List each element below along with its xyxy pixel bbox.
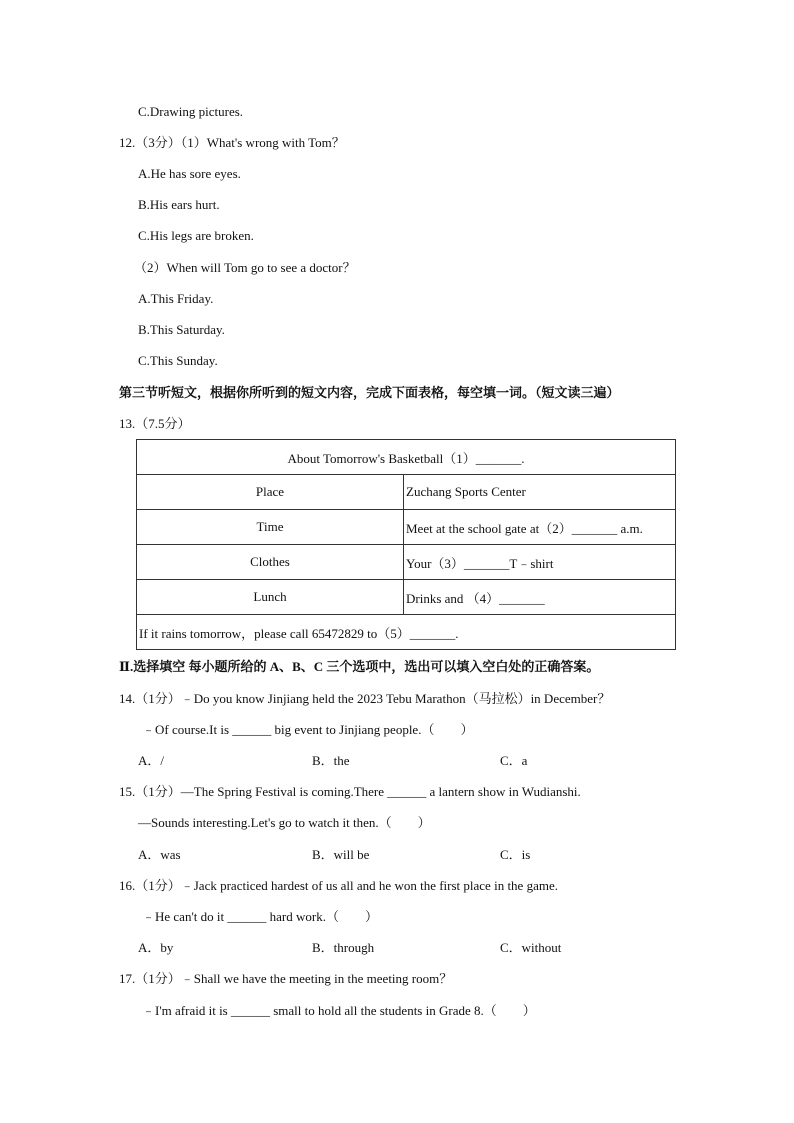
q12-stem: 12.（3分）（1）What's wrong with Tom？: [119, 135, 345, 150]
table-footer: If it rains tomorrow，please call 65472829 to（5）_______.: [137, 615, 676, 650]
table-row: [137, 510, 676, 545]
q14-stem: 14.（1分）﹣Do you know Jinjiang held the 2023 Tebu Marathon（马拉松）in December？: [119, 691, 611, 706]
q16-option-b: B．through: [312, 940, 375, 955]
q14-option-c: C．a: [500, 753, 528, 768]
q14-option-a: A．/: [138, 753, 165, 768]
row-label-clothes: Clothes: [137, 545, 404, 580]
row-value-lunch: Drinks and （4）_______: [404, 580, 676, 615]
q15-reply: —Sounds interesting.Let's go to watch it then.（ ）: [138, 815, 431, 830]
basketball-info-table: [136, 439, 676, 650]
q12-option-b: B.His ears hurt.: [138, 197, 220, 212]
row-label-lunch: Lunch: [137, 580, 404, 615]
table-header: About Tomorrow's Basketball（1）_______.: [137, 440, 676, 475]
q12-sub2-option-c: C.This Sunday.: [138, 353, 218, 368]
q11-option-c: C.Drawing pictures.: [138, 104, 244, 119]
row-label-place: Place: [137, 475, 404, 510]
q15-stem: 15.（1分）—The Spring Festival is coming.There ______ a lantern show in Wudianshi.: [119, 784, 581, 799]
table-row: [137, 580, 676, 615]
q14-reply: ﹣Of course.It is ______ big event to Jinjiang people.（ ）: [142, 722, 474, 737]
row-value-time: Meet at the school gate at（2）_______ a.m.: [404, 510, 676, 545]
q15-option-b: B．will be: [312, 847, 370, 862]
q16-option-a: A．by: [138, 940, 174, 955]
row-value-clothes: Your（3）_______T﹣shirt: [404, 545, 676, 580]
section3-instruction: 第三节听短文，根据你所听到的短文内容，完成下面表格，每空填一词。（短文读三遍）: [119, 385, 620, 400]
q12-sub2-option-b: B.This Saturday.: [138, 322, 225, 337]
section2-instruction: Ⅱ.选择填空 每小题所给的 A、B、C 三个选项中，选出可以填入空白处的正确答案。: [119, 659, 600, 674]
q13-stem: 13.（7.5分）: [119, 416, 191, 431]
q15-option-a: A．was: [138, 847, 181, 862]
q14-option-b: B．the: [312, 753, 350, 768]
q12-sub2-option-a: A.This Friday.: [138, 291, 214, 306]
q12-sub2-stem: （2）When will Tom go to see a doctor？: [134, 260, 356, 275]
q16-option-c: C．without: [500, 940, 562, 955]
q16-stem: 16.（1分）﹣Jack practiced hardest of us all and he won the first place in the game.: [119, 878, 558, 893]
q15-option-c: C．is: [500, 847, 531, 862]
row-value-place: Zuchang Sports Center: [404, 475, 676, 510]
q17-reply: ﹣I'm afraid it is ______ small to hold all the students in Grade 8.（ ）: [142, 1003, 536, 1018]
q12-option-c: C.His legs are broken.: [138, 228, 254, 243]
table-row: [137, 475, 676, 510]
row-label-time: Time: [137, 510, 404, 545]
q12-option-a: A.He has sore eyes.: [138, 166, 241, 181]
q17-stem: 17.（1分）﹣Shall we have the meeting in the meeting room？: [119, 971, 453, 986]
q16-reply: ﹣He can't do it ______ hard work.（ ）: [142, 909, 378, 924]
table-row: [137, 545, 676, 580]
